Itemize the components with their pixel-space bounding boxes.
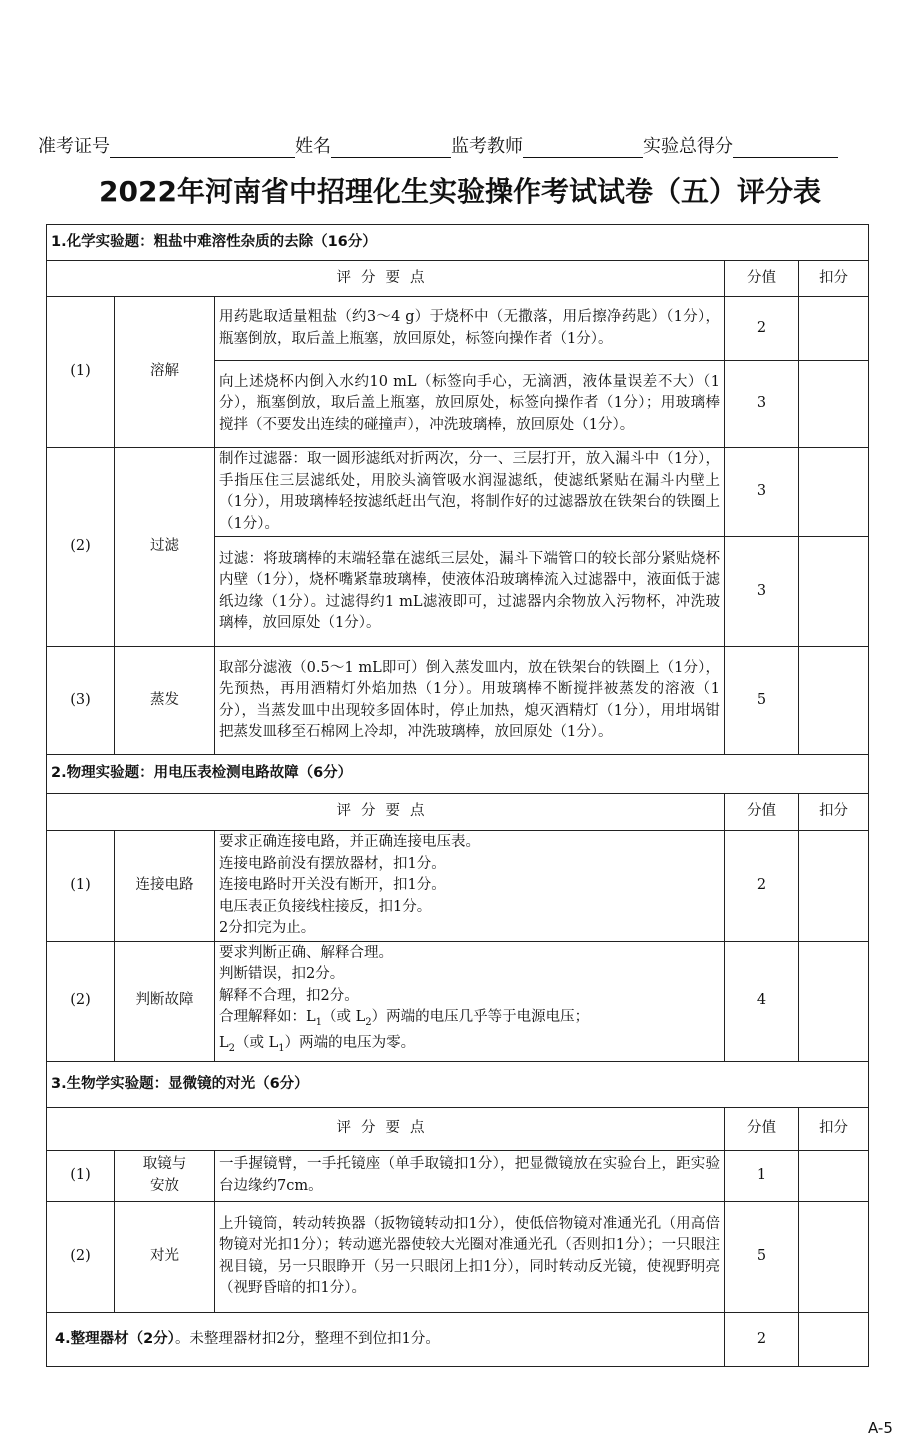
score-value: 3 [725,448,799,537]
explain-text: L [219,1035,229,1052]
table-row [47,647,869,755]
total-score-field[interactable] [733,137,838,158]
criteria-text [215,831,725,942]
score-header: 分值 [725,1107,799,1150]
criteria-line: 连接电路前没有摆放器材，扣1分。 [219,855,446,872]
deduct-cell[interactable] [799,448,869,537]
step-name: 溶解 [115,297,215,448]
subscript: 2 [365,1016,372,1028]
subscript: 1 [315,1016,323,1028]
score-value: 5 [725,1201,799,1312]
score-header: 分值 [725,261,799,297]
deduct-cell[interactable] [799,361,869,448]
table-row [47,831,869,942]
points-key-header: 评分要点 [47,261,725,297]
step-number: (3) [47,647,115,755]
score-value: 5 [725,647,799,755]
score-value: 3 [725,361,799,448]
score-value: 1 [725,1150,799,1201]
total-score-label: 实验总得分 [643,136,733,157]
criteria-text: 向上述烧杯内倒入水约10 mL（标签向手心，无滴洒，液体量误差不大）（1分），瓶塞倒放，取后盖上瓶塞，放回原处，标签向操作者（1分）；用玻璃棒搅拌（不要发出连续的碰撞声），冲洗玻璃棒，放回原处（1分）。 [215,361,725,448]
column-header-row [47,794,869,831]
table-row [47,448,869,537]
step-name [115,1150,215,1201]
candidate-info-line [38,132,898,158]
table-row-tidy [47,1312,869,1366]
deduct-header: 扣分 [799,1107,869,1150]
score-value: 3 [725,537,799,647]
criteria-text: 一手握镜臂，一手托镜座（单手取镜扣1分），把显微镜放在实验台上，距实验台边缘约7cm。 [215,1150,725,1201]
table-row [47,297,869,361]
score-value: 4 [725,941,799,1061]
column-header-row [47,261,869,297]
criteria-line: 判断错误，扣2分。 [219,966,345,982]
criteria-text [215,941,725,1061]
name-label: 姓名 [295,136,331,157]
table-row [47,941,869,1061]
exam-number-field[interactable] [110,137,295,158]
explain-text: ）两端的电压为零。 [284,1035,416,1052]
section-row-physics [47,755,869,794]
criteria-text: 制作过滤器：取一圆形滤纸对折两次，分一、三层打开，放入漏斗中（1分），手指压住三层滤纸处，用胶头滴管吸水润湿滤纸，使滤纸紧贴在漏斗内壁上（1分），用玻璃棒轻按滤纸赶出气泡，将制作好的过滤器放在铁架台的铁圈上（1分）。 [215,448,725,537]
criteria-line [219,1033,720,1059]
step-number: (1) [47,1150,115,1201]
criteria-text: 上升镜筒，转动转换器（扳物镜转动扣1分），使低倍物镜对准通光孔（用高倍物镜对光扣1分）；转动遮光器使较大光圈对准通光孔（否则扣1分）；一只眼注视目镜，另一只眼睁开（另一只眼闭上扣1分），同时转动反光镜，使视野明亮（视野昏暗的扣1分）。 [215,1201,725,1312]
table-row [47,1150,869,1201]
deduct-cell[interactable] [799,647,869,755]
step-name: 对光 [115,1201,215,1312]
criteria-line: 要求判断正确、解释合理。 [219,944,393,961]
step-name: 连接电路 [115,831,215,942]
criteria-line: 电压表正负接线柱接反，扣1分。 [219,898,432,915]
score-value: 2 [725,1312,799,1366]
points-key-header: 评分要点 [47,1107,725,1150]
deduct-cell[interactable] [799,1312,869,1366]
step-name: 蒸发 [115,647,215,755]
explain-text: （或 L [235,1035,279,1052]
proctor-label: 监考教师 [451,136,523,157]
deduct-cell[interactable] [799,537,869,647]
step-name: 过滤 [115,448,215,647]
step-number: (1) [47,297,115,448]
criteria-text: 用药匙取适量粗盐（约3～4 g）于烧杯中（无撒落，用后擦净药匙）（1分），瓶塞倒放，取后盖上瓶塞，放回原处，标签向操作者（1分）。 [215,297,725,361]
section-title: 3.生物学实验题：显微镜的对光（6分） [47,1061,869,1107]
page-label: A-5 [868,1419,893,1437]
criteria-line: 解释不合理，扣2分。 [219,987,359,1004]
exam-number-label: 准考证号 [38,136,110,157]
criteria-line: 2分扣完为止。 [219,920,316,936]
section-title: 1.化学实验题：粗盐中难溶性杂质的去除（16分） [47,225,869,261]
column-header-row [47,1107,869,1150]
deduct-cell[interactable] [799,941,869,1061]
deduct-cell[interactable] [799,1150,869,1201]
tidy-text: 。未整理器材扣2分，整理不到位扣1分。 [174,1330,440,1347]
page-title: 2022年河南省中招理化生实验操作考试试卷（五）评分表 [99,175,821,208]
subscript: 1 [278,1043,285,1055]
deduct-header: 扣分 [799,794,869,831]
step-name-line: 安放 [150,1177,179,1194]
step-number: (2) [47,1201,115,1312]
step-number: (1) [47,831,115,942]
section-title: 2.物理实验题：用电压表检测电路故障（6分） [47,755,869,794]
deduct-cell[interactable] [799,1201,869,1312]
score-header: 分值 [725,794,799,831]
step-number: (2) [47,448,115,647]
deduct-cell[interactable] [799,831,869,942]
explain-text: ）两端的电压几乎等于电源电压； [371,1009,590,1025]
step-name-line: 取镜与 [142,1156,187,1173]
proctor-field[interactable] [523,137,643,158]
explain-text: 合理解释如：L [219,1009,316,1025]
points-key-header: 评分要点 [47,794,725,831]
scoring-table [46,224,869,1367]
section-title: 4.整理器材（2分） [55,1330,175,1347]
deduct-cell[interactable] [799,297,869,361]
section-row-biology [47,1061,869,1107]
tidy-criteria [47,1312,725,1366]
criteria-line [219,1007,720,1033]
section-row-chemistry [47,225,869,261]
subscript: 2 [228,1043,236,1055]
criteria-text: 取部分滤液（0.5～1 mL即可）倒入蒸发皿内，放在铁架台的铁圈上（1分），先预热，再用酒精灯外焰加热（1分）。用玻璃棒不断搅拌被蒸发的溶液（1分），当蒸发皿中出现较多固体时，停止加热，熄灭酒精灯（1分），用坩埚钳把蒸发皿移至石棉网上冷却，冲洗玻璃棒，放回原处（1分）。 [215,647,725,755]
step-name: 判断故障 [115,941,215,1061]
name-field[interactable] [331,137,451,158]
score-value: 2 [725,297,799,361]
deduct-header: 扣分 [799,261,869,297]
criteria-line: 要求正确连接电路，并正确连接电压表。 [219,834,480,850]
criteria-line: 连接电路时开关没有断开，扣1分。 [219,877,446,893]
score-value: 2 [725,831,799,942]
explain-text: （或 L [322,1009,366,1025]
table-row [47,1201,869,1312]
criteria-text: 过滤：将玻璃棒的末端轻靠在滤纸三层处，漏斗下端管口的较长部分紧贴烧杯内壁（1分），烧杯嘴紧靠玻璃棒，使液体沿玻璃棒流入过滤器中，液面低于滤纸边缘（1分）。过滤得约1 mL滤液即可，过滤器内余物放入污物杯，冲洗玻璃棒，放回原处（1分）。 [215,537,725,647]
step-number: (2) [47,941,115,1061]
